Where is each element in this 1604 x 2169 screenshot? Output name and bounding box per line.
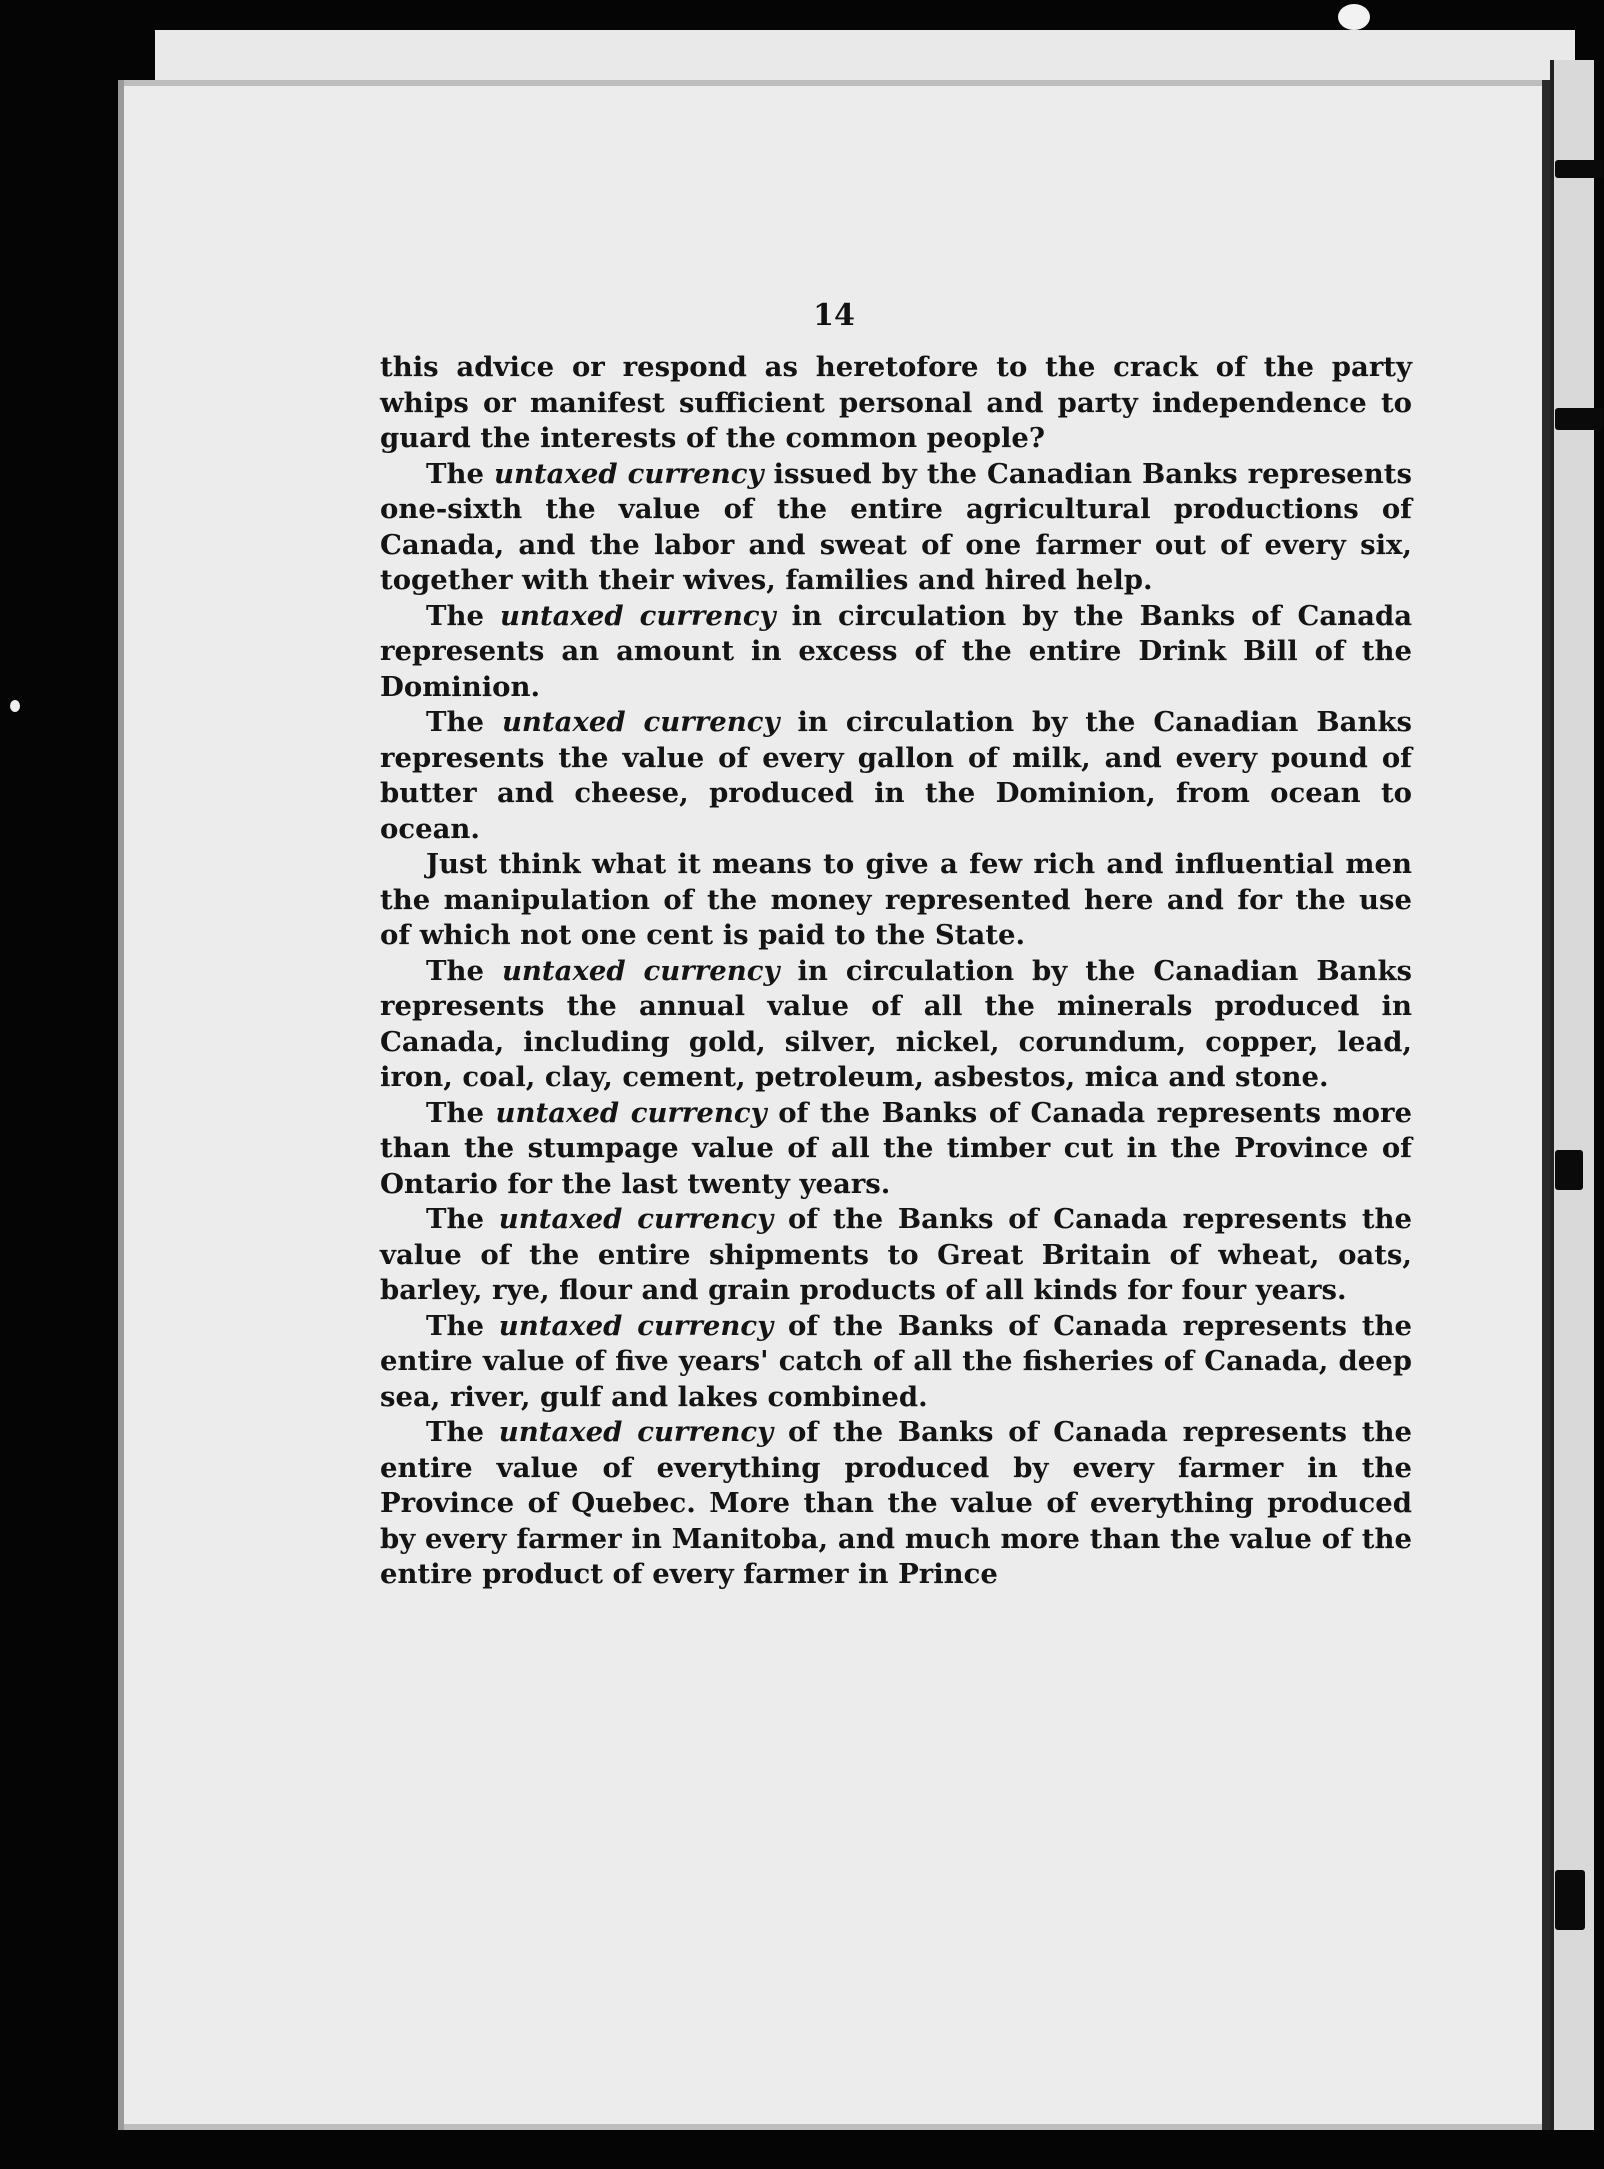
paragraph (380, 1415, 1412, 1593)
body-text (380, 350, 1412, 1593)
paragraph (380, 1309, 1412, 1416)
paragraph-text: issued by the Canadian Banks represents one-sixth the value of the entire agricultural productions of Canada, and the labor and sweat of one farmer out of every six, together with their wives, families and hired help. (380, 457, 1412, 596)
emphasis-text: untaxed currency (498, 1416, 774, 1448)
paragraph-text: in circulation by the Canadian Banks represents the annual value of all the minerals produced in Canada, including gold, silver, nickel, corundum, copper, lead, iron, coal, clay, cement, petroleum, asbestos, mica and stone. (380, 954, 1412, 1093)
paragraph-text: The (426, 1416, 499, 1448)
paragraph-text: The (426, 954, 502, 987)
paragraph-text: in circulation by the Banks of Canada represents an amount in excess of the entire Drink Bill of the Dominion. (380, 599, 1413, 703)
emphasis-text: untaxed currency (501, 954, 780, 987)
binding-clip (1555, 408, 1603, 430)
paragraph-text: of the Banks of Canada represents the value of the entire shipments to Great Britain of wheat, oats, barley, rye, flour and grain products of all kinds for four years. (380, 1203, 1413, 1306)
paragraph (380, 350, 1412, 457)
paragraph-text: of the Banks of Canada represents the entire value of everything produced by every farmer in the Province of Quebec. More than the value of everything produced by every farmer in Manitoba, and much more than the value of the entire product of every farmer in Prince (380, 1416, 1413, 1590)
paragraph (380, 1096, 1412, 1203)
emphasis-text: untaxed currency (498, 1203, 774, 1235)
emphasis-text: untaxed currency (495, 1096, 767, 1129)
paragraph (380, 847, 1412, 954)
paragraph-text: The (426, 1203, 499, 1235)
page-edge (1542, 80, 1550, 2130)
paragraph-text: The (426, 457, 494, 490)
binding-clip (1555, 1150, 1583, 1190)
paragraph-text: The (426, 1309, 499, 1342)
binding-clip (1555, 1870, 1585, 1930)
paragraph (380, 705, 1412, 847)
paragraph-text: of the Banks of Canada represents the entire value of five years' catch of all the fisheries of Canada, deep sea, river, gulf and lakes combined. (380, 1309, 1413, 1413)
paragraph-text: this advice or respond as heretofore to the crack of the party whips or manifest sufficient personal and party independence to guard the interests of the common people? (380, 351, 1412, 454)
emphasis-text: untaxed currency (493, 457, 764, 490)
paragraph (380, 1202, 1412, 1309)
paragraph-text: Just think what it means to give a few rich and influential men the manipulation of the money represented here and for the use of which not one cent is paid to the State. (380, 848, 1412, 951)
page-edge (118, 80, 124, 2130)
paragraph (380, 599, 1412, 706)
paragraph (380, 954, 1412, 1096)
paragraph-text: The (426, 706, 502, 738)
emphasis-text: untaxed currency (499, 599, 776, 632)
emphasis-text: untaxed currency (498, 1309, 774, 1342)
binding-clip (1555, 160, 1603, 178)
page-number: 14 (813, 298, 855, 333)
paragraph-text: of the Banks of Canada represents more than the stumpage value of all the timber cut in the Province of Ontario for the last twenty years. (380, 1096, 1412, 1200)
document-page (118, 80, 1550, 2130)
paragraph (380, 457, 1412, 599)
binding-spine (1550, 60, 1594, 2130)
paragraph-text: The (426, 599, 500, 632)
paragraph-text: in circulation by the Canadian Banks represents the value of every gallon of milk, and every pound of butter and cheese, produced in the Dominion, from ocean to ocean. (380, 706, 1412, 845)
emphasis-text: untaxed currency (501, 706, 780, 738)
specks (10, 700, 20, 712)
paragraph-text: The (426, 1096, 496, 1129)
hole-punch (1338, 4, 1370, 30)
